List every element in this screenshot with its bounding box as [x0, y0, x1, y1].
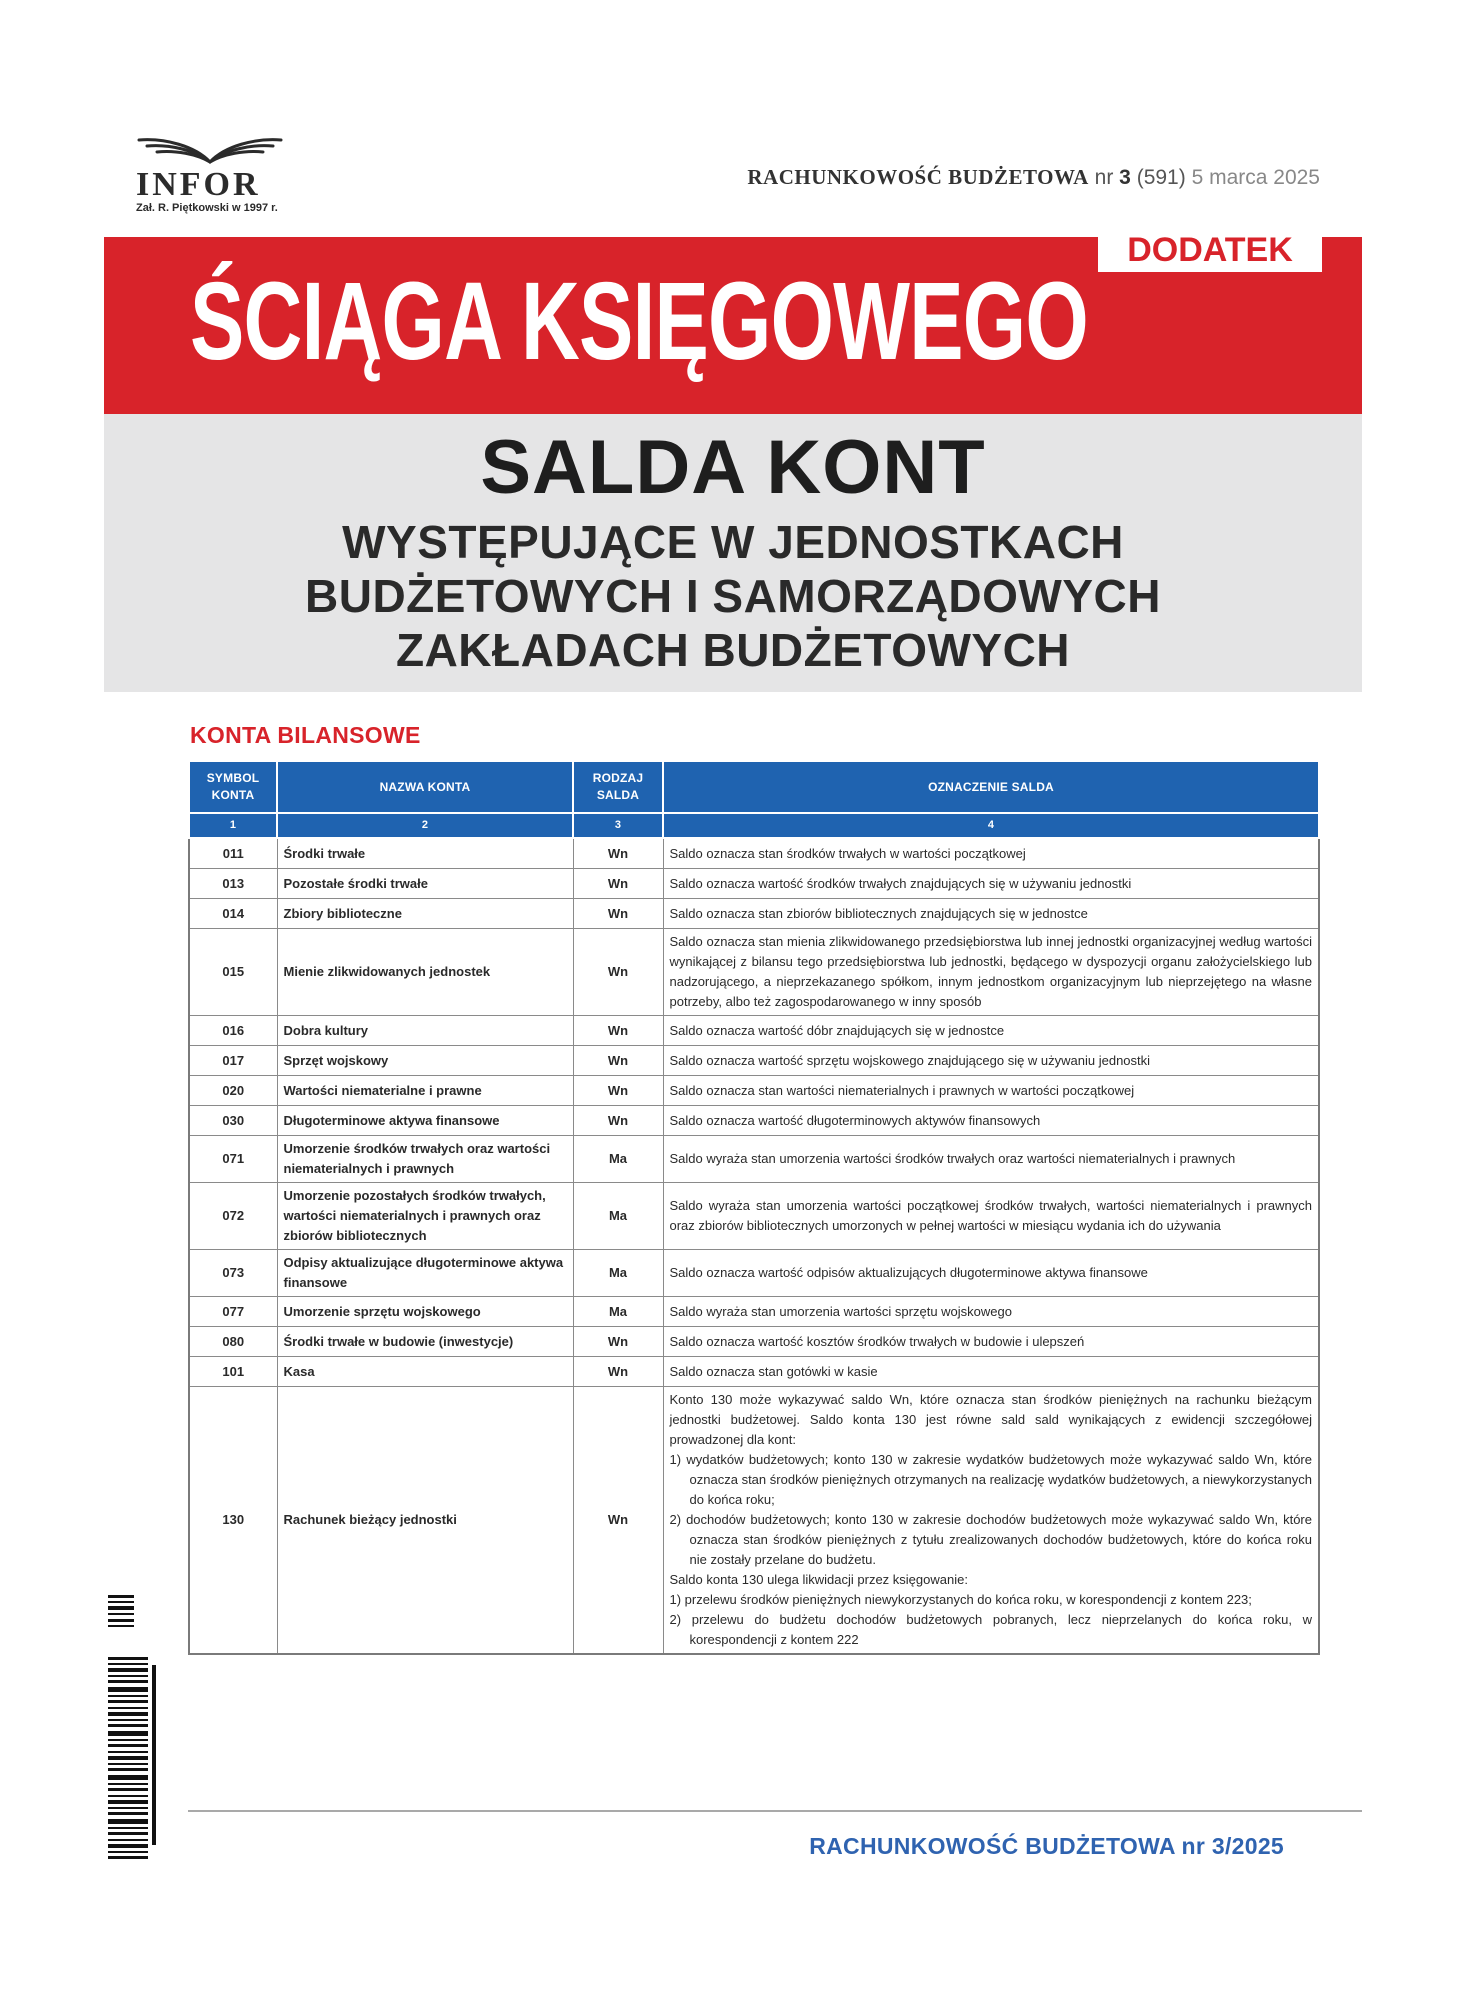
account-name: Środki trwałe w budowie (inwestycje) [277, 1327, 573, 1357]
footer-rule [188, 1810, 1362, 1812]
balance-kind: Wn [573, 1046, 663, 1076]
balance-description: Saldo wyraża stan umorzenia wartości środków trwałych oraz wartości niematerialnych i prawnych [663, 1136, 1319, 1183]
account-symbol: 080 [189, 1327, 277, 1357]
table-row [189, 1016, 1319, 1046]
balance-description: Saldo oznacza stan wartości niematerialnych i prawnych w wartości początkowej [663, 1076, 1319, 1106]
header-name: NAZWA KONTA [277, 761, 573, 813]
balance-description [663, 1387, 1319, 1655]
description-item: 2) przelewu do budżetu dochodów budżetowych pobranych, lecz nieprzelanych do końca roku, w korespondencji z kontem 222 [669, 1612, 1312, 1647]
balance-description: Saldo oznacza wartość dóbr znajdujących się w jednostce [663, 1016, 1319, 1046]
balance-kind: Wn [573, 1076, 663, 1106]
balance-description: Saldo oznacza stan gotówki w kasie [663, 1357, 1319, 1387]
barcode-image [104, 1595, 158, 1865]
account-name: Środki trwałe [277, 838, 573, 869]
subtitle-line: BUDŻETOWYCH I SAMORZĄDOWYCH [305, 570, 1161, 622]
balance-kind: Wn [573, 1016, 663, 1046]
balance-kind: Wn [573, 838, 663, 869]
publication-name: RACHUNKOWOŚĆ BUDŻETOWA [747, 165, 1089, 189]
balance-description: Saldo oznacza wartość kosztów środków trwałych w budowie i ulepszeń [663, 1327, 1319, 1357]
table-row [189, 838, 1319, 869]
logo-wordmark: INFOR [136, 166, 261, 203]
balance-kind: Ma [573, 1136, 663, 1183]
account-name: Odpisy aktualizujące długoterminowe aktywa finansowe [277, 1250, 573, 1297]
issue-date: 5 marca 2025 [1191, 166, 1320, 189]
account-name: Sprzęt wojskowy [277, 1046, 573, 1076]
subtitle-line: ZAKŁADACH BUDŻETOWYCH [395, 624, 1071, 676]
balance-kind: Ma [573, 1183, 663, 1250]
account-name: Wartości niematerialne i prawne [277, 1076, 573, 1106]
account-symbol: 072 [189, 1183, 277, 1250]
table-row [189, 1357, 1319, 1387]
table-row [189, 899, 1319, 929]
balance-kind: Wn [573, 1357, 663, 1387]
description-mid: Saldo konta 130 ulega likwidacji przez księgowanie: [669, 1572, 968, 1587]
column-number: 3 [573, 813, 663, 838]
balance-kind: Ma [573, 1297, 663, 1327]
balance-kind: Wn [573, 869, 663, 899]
account-name: Długoterminowe aktywa finansowe [277, 1106, 573, 1136]
balance-description: Saldo oznacza stan zbiorów bibliotecznych znajdujących się w jednostce [663, 899, 1319, 929]
description-intro: Konto 130 może wykazywać saldo Wn, które oznacza stan środków pieniężnych na rachunku bieżącym jednostki budżetowej. Saldo konta 130 jest równe sald sald wynikających z ewidencji szczegółowej prowadzonej dla kont: [669, 1392, 1312, 1447]
account-name: Umorzenie sprzętu wojskowego [277, 1297, 573, 1327]
account-symbol: 016 [189, 1016, 277, 1046]
column-number: 1 [189, 813, 277, 838]
footer-publication: RACHUNKOWOŚĆ BUDŻETOWA nr 3/2025 [809, 1833, 1284, 1859]
supplement-label: DODATEK [1127, 231, 1293, 269]
description-list [670, 1590, 1313, 1650]
logo-subtitle: Zał. R. Piętkowski w 1997 r. [136, 202, 278, 214]
column-number: 2 [277, 813, 573, 838]
header-symbol: SYMBOL KONTA [189, 761, 277, 813]
table-row [189, 1136, 1319, 1183]
account-symbol: 101 [189, 1357, 277, 1387]
balance-kind: Wn [573, 929, 663, 1016]
header-description: OZNACZENIE SALDA [663, 761, 1319, 813]
publisher-logo [130, 126, 320, 218]
table-header-row [189, 761, 1319, 813]
account-name: Dobra kultury [277, 1016, 573, 1046]
table-row [189, 1076, 1319, 1106]
account-name: Umorzenie środków trwałych oraz wartości niematerialnych i prawnych [277, 1136, 573, 1183]
series-title: ŚCIĄGA KSIĘGOWEGO [190, 260, 1088, 383]
account-symbol: 017 [189, 1046, 277, 1076]
section-title: KONTA BILANSOWE [190, 722, 421, 748]
table-row [189, 1387, 1319, 1655]
balance-description: Saldo oznacza wartość środków trwałych znajdujących się w używaniu jednostki [663, 869, 1319, 899]
account-name: Pozostałe środki trwałe [277, 869, 573, 899]
balance-kind: Wn [573, 1387, 663, 1655]
balance-description: Saldo wyraża stan umorzenia wartości początkowej środków trwałych, wartości niematerialnych i prawnych oraz zbiorów bibliotecznych umorzonych w pełnej wartości w miesiącu wydania ich do używania [663, 1183, 1319, 1250]
table-row [189, 1297, 1319, 1327]
account-name: Zbiory biblioteczne [277, 899, 573, 929]
table-row [189, 1327, 1319, 1357]
account-name: Umorzenie pozostałych środków trwałych, wartości niematerialnych i prawnych oraz zbiorów bibliotecznych [277, 1183, 573, 1250]
account-symbol: 013 [189, 869, 277, 899]
description-item: 2) dochodów budżetowych; konto 130 w zakresie dochodów budżetowych może wykazywać saldo Wn, które oznacza stan środków pieniężnych z tytułu zrealizowanych dochodów budżetowych, które do końca roku nie zostały przelane do budżetu. [669, 1512, 1312, 1567]
table-row [189, 869, 1319, 899]
document-subtitle [104, 515, 1362, 677]
header-kind: RODZAJ SALDA [573, 761, 663, 813]
issue-info [747, 165, 1320, 190]
description-item: 1) przelewu środków pieniężnych niewykorzystanych do końca roku, w korespondencji z kontem 223; [669, 1592, 1252, 1607]
account-symbol: 030 [189, 1106, 277, 1136]
account-symbol: 073 [189, 1250, 277, 1297]
issue-prefix: nr [1094, 166, 1114, 189]
account-symbol: 011 [189, 838, 277, 869]
table-row [189, 1106, 1319, 1136]
account-name: Kasa [277, 1357, 573, 1387]
book-wings-icon [135, 126, 285, 166]
table-row [189, 1250, 1319, 1297]
account-symbol: 014 [189, 899, 277, 929]
account-name: Rachunek bieżący jednostki [277, 1387, 573, 1655]
balance-kind: Ma [573, 1250, 663, 1297]
account-symbol: 130 [189, 1387, 277, 1655]
balance-description: Saldo oznacza wartość odpisów aktualizujących długoterminowe aktywa finansowe [663, 1250, 1319, 1297]
account-symbol: 015 [189, 929, 277, 1016]
account-symbol: 071 [189, 1136, 277, 1183]
description-item: 1) wydatków budżetowych; konto 130 w zakresie wydatków budżetowych może wykazywać saldo Wn, które oznacza stan środków pieniężnych otrzymanych na realizację wydatków budżetowych, a niewykorzystanych do końca roku; [669, 1452, 1312, 1507]
table-row [189, 1046, 1319, 1076]
description-list [670, 1450, 1313, 1570]
balance-kind: Wn [573, 899, 663, 929]
balance-description: Saldo oznacza stan mienia zlikwidowanego przedsiębiorstwa lub innej jednostki organizacyjnej według wartości wynikającej z bilansu tego przedsiębiorstwa lub jednostki, będącego w dyspozycji organu założycielskiego lub nadzorującego, a nieprzekazanego spółkom, innym jednostkom organizacyjnym lub nieprzejętego na własne potrzeby, albo też zagospodarowanego w inny sposób [663, 929, 1319, 1016]
balance-description: Saldo oznacza stan środków trwałych w wartości początkowej [663, 838, 1319, 869]
balance-kind: Wn [573, 1327, 663, 1357]
balance-description: Saldo wyraża stan umorzenia wartości sprzętu wojskowego [663, 1297, 1319, 1327]
accounts-table [188, 760, 1320, 1655]
balance-kind: Wn [573, 1106, 663, 1136]
column-number-row [189, 813, 1319, 838]
account-name: Mienie zlikwidowanych jednostek [277, 929, 573, 1016]
subtitle-line: WYSTĘPUJĄCE W JEDNOSTKACH [342, 516, 1124, 568]
table-row [189, 929, 1319, 1016]
account-symbol: 020 [189, 1076, 277, 1106]
column-number: 4 [663, 813, 1319, 838]
table-row [189, 1183, 1319, 1250]
document-title: SALDA KONT [480, 425, 986, 510]
balance-description: Saldo oznacza wartość sprzętu wojskowego znajdującego się w używaniu jednostki [663, 1046, 1319, 1076]
issue-number: 3 [1119, 166, 1131, 189]
issue-total: (591) [1136, 166, 1186, 189]
account-symbol: 077 [189, 1297, 277, 1327]
balance-description: Saldo oznacza wartość długoterminowych aktywów finansowych [663, 1106, 1319, 1136]
